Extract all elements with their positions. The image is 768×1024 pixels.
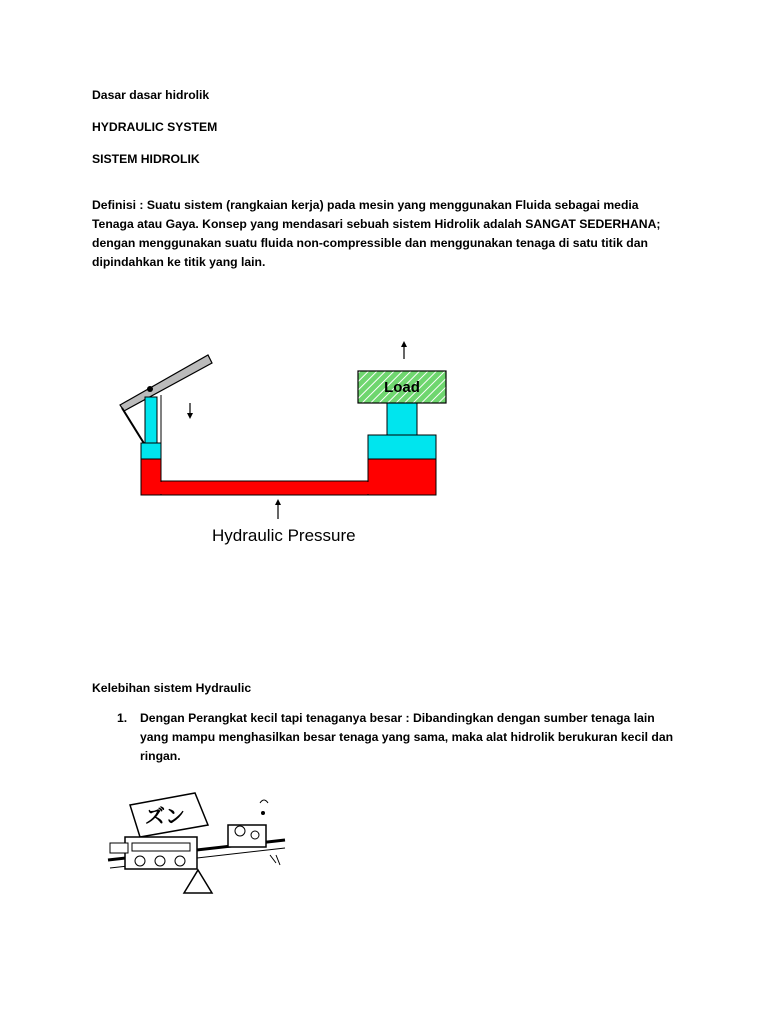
large-cylinder-fluid: [368, 459, 436, 495]
doc-subtitle-id: SISTEM HIDROLIK: [92, 152, 200, 166]
seesaw-machines-illustration: [100, 785, 295, 915]
pipe-joint-left: [142, 482, 162, 494]
connecting-pipe: [161, 481, 369, 495]
load-label: Load: [384, 379, 420, 396]
large-piston: [368, 435, 436, 459]
lever-handle: [120, 355, 212, 411]
up-arrow-head: [401, 341, 407, 347]
diagram-caption: Hydraulic Pressure: [212, 526, 356, 545]
pressure-arrow-head: [275, 499, 281, 505]
list-item-line: ringan.: [140, 749, 181, 763]
down-arrow-head: [187, 413, 193, 419]
small-piston-rod: [145, 397, 157, 445]
list-item-number: 1.: [117, 711, 128, 725]
definition-line: dengan menggunakan suatu fluida non-compressible dan menggunakan tenaga di satu titik dan: [92, 236, 648, 250]
definition-line: Definisi : Suatu sistem (rangkaian kerja) pada mesin yang menggunakan Fluida sebagai media: [92, 198, 639, 212]
motion-dot: [261, 811, 265, 815]
section-heading: Kelebihan sistem Hydraulic: [92, 681, 252, 695]
fulcrum-icon: [184, 870, 212, 893]
list-item-line: Dengan Perangkat kecil tapi tenaganya besar : Dibandingkan dengan sumber tenaga lain: [140, 711, 655, 725]
doc-title: Dasar dasar hidrolik: [92, 88, 210, 102]
small-piston: [141, 443, 161, 459]
definition-line: dipindahkan ke titik yang lain.: [92, 255, 266, 269]
shake-lines: [270, 855, 280, 865]
list-item-line: yang mampu menghasilkan besar tenaga yang sama, maka alat hidrolik berukuran kecil dan: [140, 730, 674, 744]
large-piston-rod: [387, 403, 417, 435]
lever-pivot: [147, 386, 153, 392]
definition-paragraph: [92, 196, 682, 272]
pipe-joint-right: [362, 482, 370, 494]
definition-line: Tenaga atau Gaya. Konsep yang mendasari sebuah sistem Hidrolik adalah SANGAT SEDERHANA;: [92, 217, 661, 231]
sound-effect-text: ズン: [145, 804, 185, 828]
motion-mark: [260, 800, 268, 803]
small-hydraulic-unit-icon: [228, 825, 266, 847]
lever-link: [122, 408, 145, 445]
hydraulic-system-diagram: [100, 325, 460, 550]
big-engine-nozzle: [110, 843, 128, 853]
doc-subtitle-en: HYDRAULIC SYSTEM: [92, 120, 218, 134]
list-item: [140, 709, 700, 766]
